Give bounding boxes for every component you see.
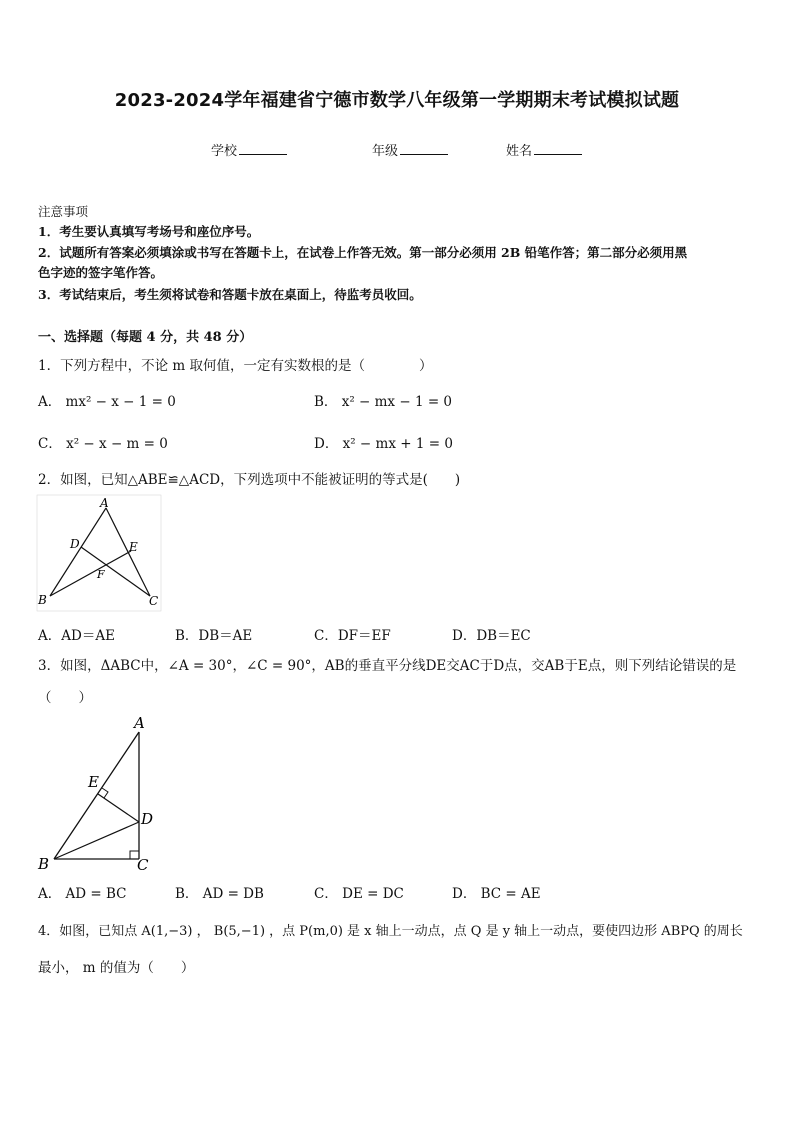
- q3-line-de: [98, 794, 139, 822]
- q3-option-b[interactable]: B． AD = DB: [175, 886, 264, 902]
- q3-stem: 3．如图，ΔABC中，∠A = 30°，∠C = 90°，AB的垂直平分线DE交AC于D点，交AB于E点，则下列结论错误的是: [38, 658, 737, 674]
- q1-option-c[interactable]: C． x² − x − m = 0: [38, 436, 168, 452]
- q2-label-e: E: [129, 540, 138, 554]
- q3-option-c[interactable]: C． DE = DC: [314, 886, 404, 902]
- q3-paren: （ ）: [38, 690, 92, 706]
- q2-option-a[interactable]: A．AD＝AE: [38, 628, 115, 644]
- notice-item-3: 3．考试结束后，考生须将试卷和答题卡放在桌面上，待监考员收回。: [38, 287, 422, 302]
- notice-item-1: 1．考生要认真填写考场号和座位序号。: [38, 224, 260, 239]
- q3-option-a[interactable]: A． AD = BC: [38, 886, 127, 902]
- q3-option-d[interactable]: D． BC = AE: [452, 886, 541, 902]
- notice-item-2: 2．试题所有答案必须填涂或书写在答题卡上，在试卷上作答无效。第一部分必须用 2B 铅笔作答；第二部分必须用黑: [38, 245, 688, 260]
- q1-option-d[interactable]: D． x² − mx + 1 = 0: [314, 436, 453, 452]
- q2-option-c[interactable]: C．DF＝EF: [314, 628, 391, 644]
- q3-label-c: C: [137, 856, 149, 874]
- q1-stem: 1．下列方程中，不论 m 取何值，一定有实数根的是（ ）: [38, 358, 433, 374]
- grade-label: 年级: [372, 144, 399, 159]
- q3-label-a: A: [134, 714, 145, 732]
- school-blank[interactable]: [239, 142, 287, 155]
- name-field[interactable]: [506, 140, 582, 159]
- q3-label-b: B: [38, 855, 50, 873]
- grade-field[interactable]: [372, 140, 448, 159]
- name-blank[interactable]: [534, 142, 582, 155]
- q2-label-f: F: [97, 568, 105, 581]
- notice-heading: 注意事项: [38, 204, 89, 219]
- q4-stem-line2: 最小， m 的值为（ ）: [38, 960, 195, 976]
- q3-label-e: E: [88, 773, 99, 791]
- name-label: 姓名: [506, 144, 533, 159]
- q2-stem: 2．如图，已知△ABE≌△ACD，下列选项中不能被证明的等式是( ): [38, 472, 461, 488]
- school-field[interactable]: [211, 140, 287, 159]
- q1-option-b[interactable]: B． x² − mx − 1 = 0: [314, 394, 453, 410]
- q3-figure: [36, 712, 162, 876]
- grade-blank[interactable]: [400, 142, 448, 155]
- page-title: 2023-2024学年福建省宁德市数学八年级第一学期期末考试模拟试题: [114, 90, 680, 111]
- q2-line-cd: [81, 547, 150, 596]
- q3-right-angle-e: [102, 788, 108, 798]
- school-label: 学校: [211, 144, 238, 159]
- q1-option-a[interactable]: A． mx² − x − 1 = 0: [38, 394, 176, 410]
- q2-option-b[interactable]: B．DB＝AE: [175, 628, 253, 644]
- q2-label-c: C: [149, 594, 159, 608]
- q2-label-b: B: [38, 593, 47, 607]
- q2-line-ab: [50, 508, 106, 596]
- notice-item-2-cont: 色字迹的签字笔作答。: [38, 265, 164, 280]
- q2-label-a: A: [100, 496, 109, 510]
- q4-stem-line1: 4．如图，已知点 A(1,−3) ， B(5,−1) ，点 P(m,0) 是 x 轴上一动点，点 Q 是 y 轴上一动点，要使四边形 ABPQ 的周长: [38, 924, 743, 939]
- q3-label-d: D: [141, 810, 154, 828]
- q2-label-d: D: [70, 537, 80, 551]
- q2-option-d[interactable]: D．DB＝EC: [452, 628, 531, 644]
- q2-figure: [36, 494, 162, 612]
- section-choice-heading: 一、选择题（每题 4 分，共 48 分）: [38, 330, 253, 345]
